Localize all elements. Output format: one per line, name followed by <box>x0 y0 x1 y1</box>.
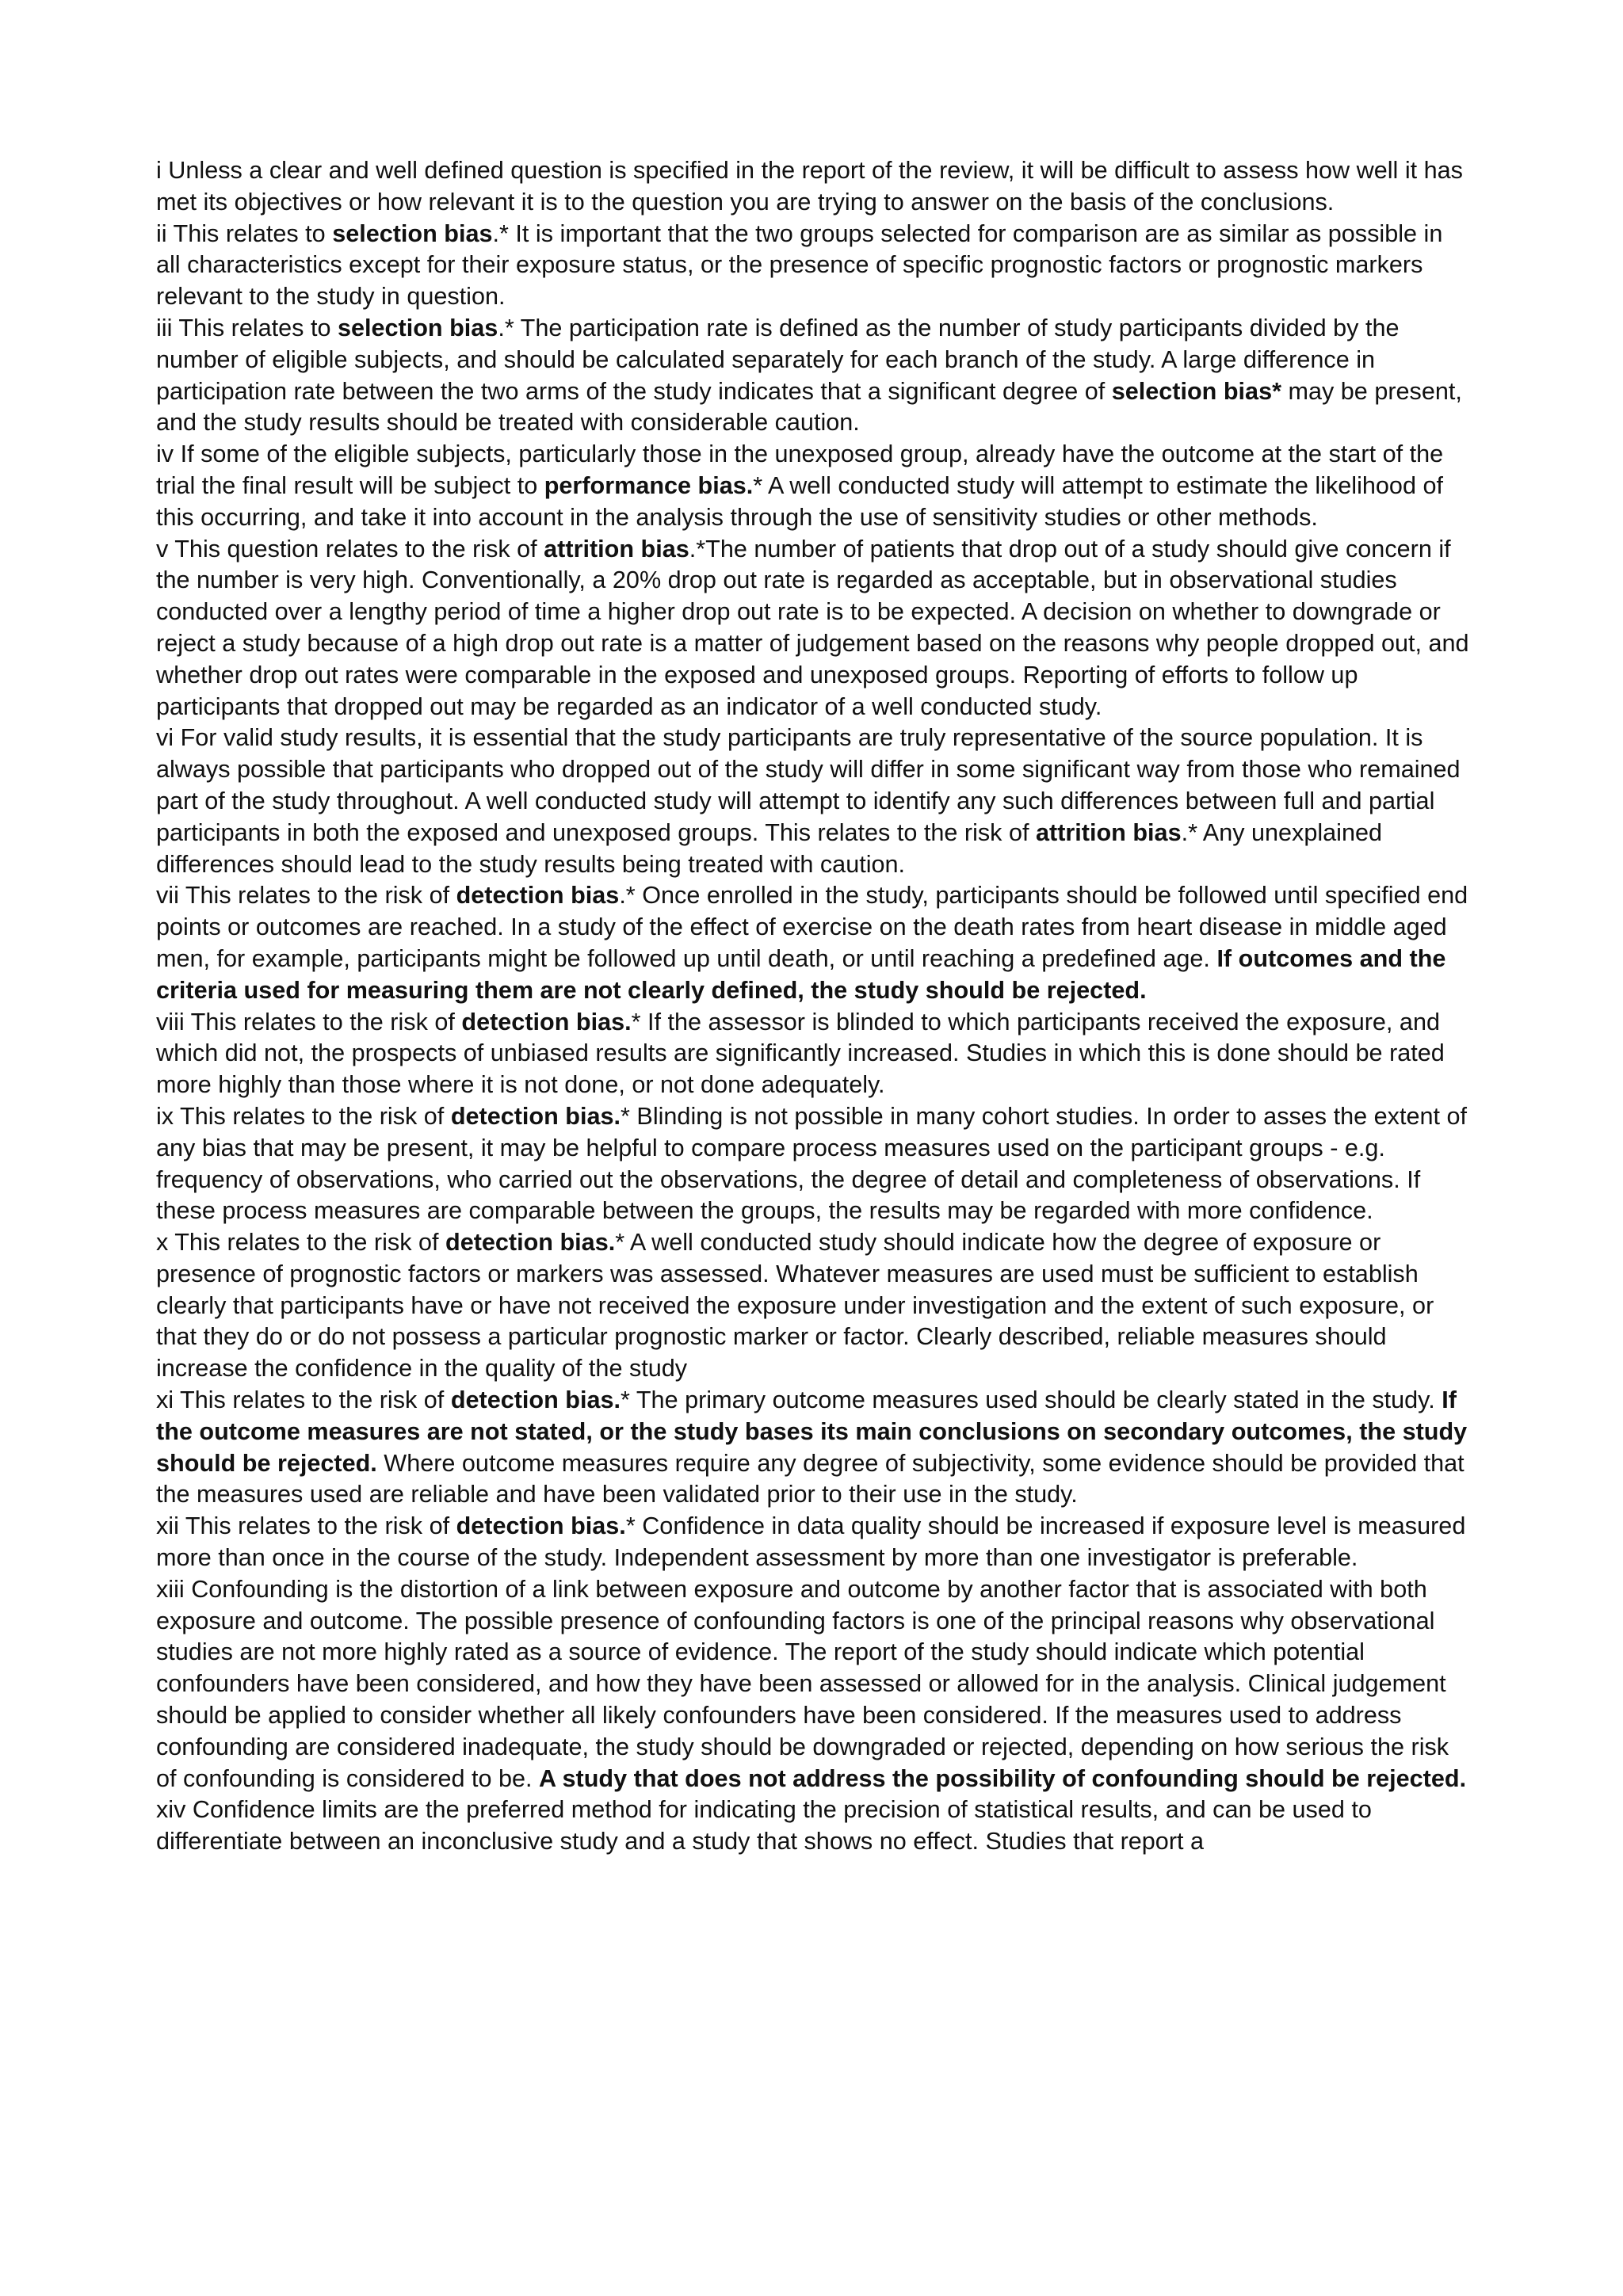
note-xi <box>156 1385 1472 1511</box>
bold-text: detection bias. <box>445 1229 616 1257</box>
body-text: iii This relates to <box>156 314 338 341</box>
note-v <box>156 534 1472 723</box>
note-iii <box>156 313 1472 439</box>
body-text: * Confidence in data quality should be increased if exposure level is measured more than once in the course of the study. Independent assessment by more than one investigator is preferable. <box>156 1512 1466 1572</box>
body-text: may be present, and the study results should be treated with considerable caution. <box>156 377 1462 437</box>
body-text: x This relates to the risk of <box>156 1229 446 1257</box>
note-ii <box>156 219 1472 313</box>
bold-text: performance bias. <box>544 471 754 499</box>
bold-text: attrition bias <box>544 535 689 563</box>
body-text: .*The number of patients that drop out of a study should give concern if the number is very high. Conventionally, a 20% drop out rate is regarded as acceptable, but in observational studies conducted over a lengthy period of time a higher drop out rate is to be expected. A decision on whether to downgrade or reject a study because of a high drop out rate is a matter of judgement based on the reasons why people dropped out, and whether drop out rates were comparable in the exposed and unexposed groups. Reporting of efforts to follow up participants that dropped out may be regarded as an indicator of a well conducted study. <box>156 535 1469 720</box>
bold-text: detection bias. <box>461 1008 632 1035</box>
bold-text: detection bias. <box>450 1386 621 1414</box>
note-xiii <box>156 1574 1472 1795</box>
bold-text: detection bias. <box>450 1102 621 1130</box>
body-text: .* Once enrolled in the study, participants should be followed until specified end points or outcomes are reached. In a study of the effect of exercise on the death rates from heart disease in middle aged men, for example, participants might be followed up until death, or until reaching a predefined age. <box>156 882 1468 972</box>
note-vi <box>156 723 1472 880</box>
body-text: xi This relates to the risk of <box>156 1386 451 1414</box>
body-text: xii This relates to the risk of <box>156 1512 456 1540</box>
body-text: ix This relates to the risk of <box>156 1102 451 1130</box>
bold-text: selection bias <box>337 314 498 341</box>
body-text: * If the assessor is blinded to which participants received the exposure, and which did not, the prospects of unbiased results are significantly increased. Studies in which this is done should be rated more highly than those where it is not done, or not done adequately. <box>156 1008 1445 1099</box>
body-text: * A well conducted study should indicate how the degree of exposure or presence of prognostic factors or markers was assessed. Whatever measures are used must be sufficient to establish clearly that participants have or have not received the exposure under investigation and the extent of such exposure, or that they do or do not possess a particular prognostic marker or factor. Clearly described, reliable measures should increase the confidence in the quality of the study <box>156 1229 1434 1383</box>
body-text: .* Any unexplained differences should lead to the study results being treated with caution. <box>156 818 1383 878</box>
note-i <box>156 155 1472 219</box>
bold-text: If the outcome measures are not stated, or the study bases its main conclusions on secondary outcomes, the study should be rejected. <box>156 1386 1468 1477</box>
bold-text: selection bias <box>332 219 493 247</box>
document-page <box>156 155 1472 1858</box>
body-text: * The primary outcome measures used should be clearly stated in the study. <box>621 1386 1442 1414</box>
body-text: xiii Confounding is the distortion of a link between exposure and outcome by another factor that is associated with both exposure and outcome. The possible presence of confounding factors is one of the principal reasons why observational studies are not more highly rated as a source of evidence. The report of the study should indicate which potential confounders have been considered, and how they have been assessed or allowed for in the analysis. Clinical judgement should be applied to consider whether all likely confounders have been considered. If the measures used to address confounding are considered inadequate, the study should be downgraded or rejected, depending on how serious the risk of confounding is considered to be. <box>156 1575 1449 1792</box>
bold-text: detection bias <box>456 882 620 910</box>
note-vii <box>156 880 1472 1006</box>
body-text: ii This relates to <box>156 219 333 247</box>
body-text: viii This relates to the risk of <box>156 1008 462 1035</box>
note-x <box>156 1227 1472 1385</box>
body-text: Where outcome measures require any degree of subjectivity, some evidence should be provided that the measures used are reliable and have been validated prior to their use in the study. <box>156 1449 1465 1508</box>
bold-text: detection bias. <box>456 1512 626 1540</box>
body-text: i Unless a clear and well defined question is specified in the report of the review, it will be difficult to assess how well it has met its objectives or how relevant it is to the question you are trying to answer on the basis of the conclusions. <box>156 157 1463 215</box>
bold-text: attrition bias <box>1036 818 1182 846</box>
body-text: v This question relates to the risk of <box>156 535 544 563</box>
body-text: * A well conducted study will attempt to estimate the likelihood of this occurring, and take it into account in the analysis through the use of sensitivity studies or other methods. <box>156 471 1443 531</box>
body-text: * Blinding is not possible in many cohort studies. In order to asses the extent of any bias that may be present, it may be helpful to compare process measures used on the participant groups - e.g. frequency of observations, who carried out the observations, the degree of detail and completeness of observations. If these process measures are comparable between the groups, the results may be regarded with more confidence. <box>156 1102 1467 1225</box>
bold-text: selection bias* <box>1111 377 1281 405</box>
body-text: iv If some of the eligible subjects, particularly those in the unexposed group, already have the outcome at the start of the trial the final result will be subject to <box>156 441 1444 499</box>
note-viii <box>156 1007 1472 1101</box>
note-xii <box>156 1511 1472 1574</box>
note-ix <box>156 1101 1472 1227</box>
body-text: vi For valid study results, it is essential that the study participants are truly representative of the source population. It is always possible that participants who dropped out of the study will differ in some significant way from those who remained part of the study throughout. A well conducted study will attempt to identify any such differences between full and partial participants in both the exposed and unexposed groups. This relates to the risk of <box>156 724 1461 846</box>
note-xiv <box>156 1794 1472 1858</box>
body-text: vii This relates to the risk of <box>156 882 456 910</box>
note-iv <box>156 439 1472 533</box>
body-text: .* It is important that the two groups selected for comparison are as similar as possible in all characteristics except for their exposure status, or the presence of specific prognostic factors or prognostic markers relevant to the study in question. <box>156 219 1443 311</box>
bold-text: If outcomes and the criteria used for measuring them are not clearly defined, the study should be rejected. <box>156 944 1446 1004</box>
bold-text: A study that does not address the possibility of confounding should be rejected. <box>539 1764 1467 1792</box>
body-text: .* The participation rate is defined as the number of study participants divided by the number of eligible subjects, and should be calculated separately for each branch of the study. A large difference in participation rate between the two arms of the study indicates that a significant degree of <box>156 314 1400 405</box>
body-text: xiv Confidence limits are the preferred method for indicating the precision of statistical results, and can be used to differentiate between an inconclusive study and a study that shows no effect. Studies that report a <box>156 1796 1372 1855</box>
